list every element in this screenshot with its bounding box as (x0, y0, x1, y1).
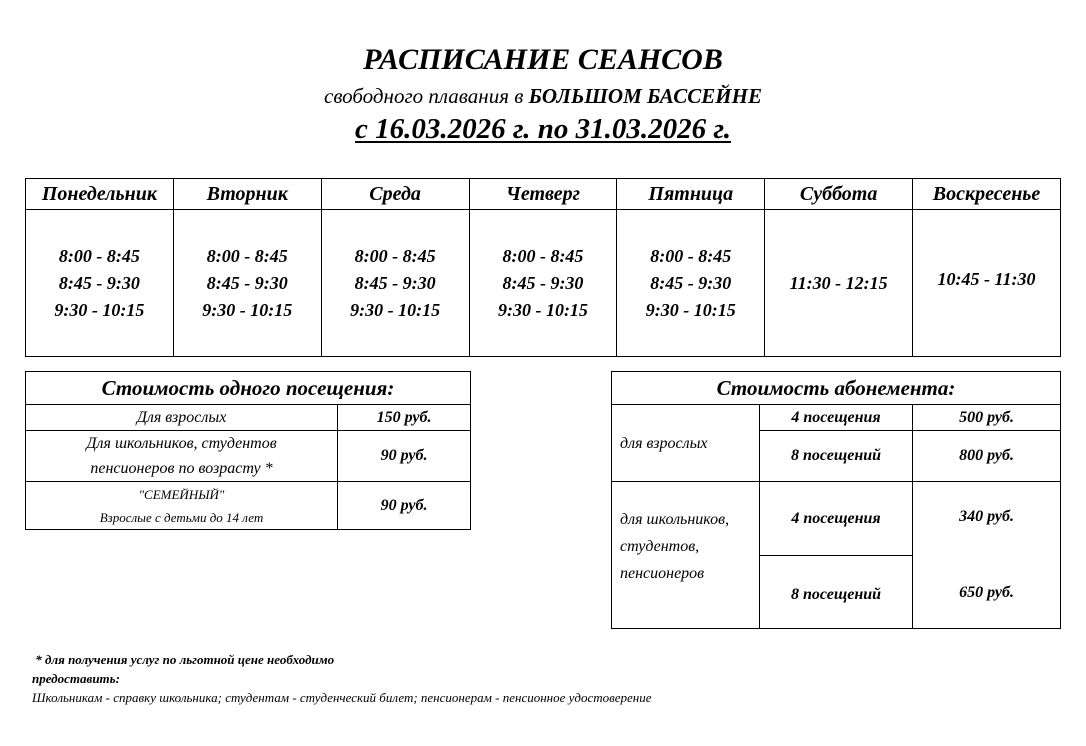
subscription-price: 500 руб. (913, 405, 1061, 431)
price-label: Для взрослых (26, 405, 338, 431)
date-range-text: с 16.03.2026 г. по 31.03.2026 г. (355, 113, 731, 145)
price-row (26, 431, 471, 482)
day-slots-thursday (469, 210, 617, 357)
subscription-visits: 8 посещений (760, 556, 913, 629)
day-header-sunday: Воскресенье (913, 179, 1061, 210)
time-slot: 9:30 - 10:15 (54, 299, 145, 320)
footnote-line: * для получения услуг по льготной цене необходимо (32, 652, 335, 667)
day-slots-monday (26, 210, 174, 357)
price-label-line: Для школьников, студентов (86, 435, 277, 452)
day-header-monday: Понедельник (26, 179, 174, 210)
day-header-friday: Пятница (617, 179, 765, 210)
schedule-header-row (26, 179, 1061, 210)
day-header-tuesday: Вторник (173, 179, 321, 210)
category-line: для школьников, (620, 511, 730, 528)
time-slot: 9:30 - 10:15 (350, 299, 441, 320)
time-slot: 9:30 - 10:15 (202, 299, 293, 320)
price-label (26, 431, 338, 482)
price-value: 90 руб. (338, 431, 471, 482)
footnote-documents: Школьникам - справку школьника; студентам - студенческий билет; пенсионерам - пенсионное удостоверение (32, 690, 652, 705)
single-visit-price-table (25, 371, 471, 530)
time-slot: 10:45 - 11:30 (937, 268, 1036, 289)
price-row (26, 482, 471, 530)
price-label-line: "СЕМЕЙНЫЙ" (138, 486, 225, 502)
day-header-saturday: Суббота (765, 179, 913, 210)
day-header-thursday: Четверг (469, 179, 617, 210)
schedule-table (25, 178, 1061, 357)
single-visit-title: Стоимость одного посещения: (26, 372, 471, 405)
schedule-times-row (26, 210, 1061, 357)
price-value: 150 руб. (338, 405, 471, 431)
subscription-visits: 8 посещений (760, 431, 913, 482)
day-slots-sunday (913, 210, 1061, 357)
time-slot: 8:45 - 9:30 (206, 272, 288, 293)
subscription-category (612, 482, 760, 629)
page-title: РАСПИСАНИЕ СЕАНСОВ (363, 43, 723, 76)
footnote-line: предоставить: (32, 671, 120, 686)
subscription-row (612, 482, 1061, 556)
time-slot: 9:30 - 10:15 (645, 299, 736, 320)
footnote-requirement (32, 650, 334, 688)
price-row (26, 405, 471, 431)
time-slot: 8:45 - 9:30 (58, 272, 140, 293)
subscription-visits: 4 посещения (760, 482, 913, 556)
day-slots-tuesday (173, 210, 321, 357)
day-slots-wednesday (321, 210, 469, 357)
subscription-price: 650 руб. (959, 584, 1014, 601)
subscription-title: Стоимость абонемента: (612, 372, 1061, 405)
day-slots-saturday (765, 210, 913, 357)
day-header-wednesday: Среда (321, 179, 469, 210)
time-slot: 8:00 - 8:45 (502, 245, 584, 266)
category-line: студентов, (620, 538, 700, 555)
subtitle-pool: БОЛЬШОМ БАССЕЙНЕ (528, 84, 762, 108)
price-label (26, 482, 338, 530)
subscription-price: 800 руб. (913, 431, 1061, 482)
category-line: пенсионеров (620, 565, 705, 582)
subtitle-prefix: свободного плавания в (324, 84, 529, 108)
time-slot: 8:45 - 9:30 (502, 272, 584, 293)
date-range (0, 111, 1086, 147)
price-value: 90 руб. (338, 482, 471, 530)
subscription-category: для взрослых (612, 405, 760, 482)
time-slot: 8:00 - 8:45 (650, 245, 732, 266)
day-slots-friday (617, 210, 765, 357)
time-slot: 11:30 - 12:15 (789, 272, 888, 293)
price-label-line: пенсионеров по возрасту * (90, 460, 273, 477)
page-subtitle (0, 82, 1086, 110)
subscription-visits: 4 посещения (760, 405, 913, 431)
price-label-line: Взрослые с детьми до 14 лет (99, 509, 264, 525)
subscription-price: 340 руб. (959, 508, 1014, 525)
subscription-price-table (611, 371, 1061, 629)
subscription-price-cell (913, 482, 1061, 629)
time-slot: 8:45 - 9:30 (354, 272, 436, 293)
time-slot: 8:00 - 8:45 (354, 245, 436, 266)
time-slot: 8:00 - 8:45 (58, 245, 140, 266)
time-slot: 8:00 - 8:45 (206, 245, 288, 266)
time-slot: 9:30 - 10:15 (497, 299, 588, 320)
subscription-row (612, 405, 1061, 431)
time-slot: 8:45 - 9:30 (650, 272, 732, 293)
